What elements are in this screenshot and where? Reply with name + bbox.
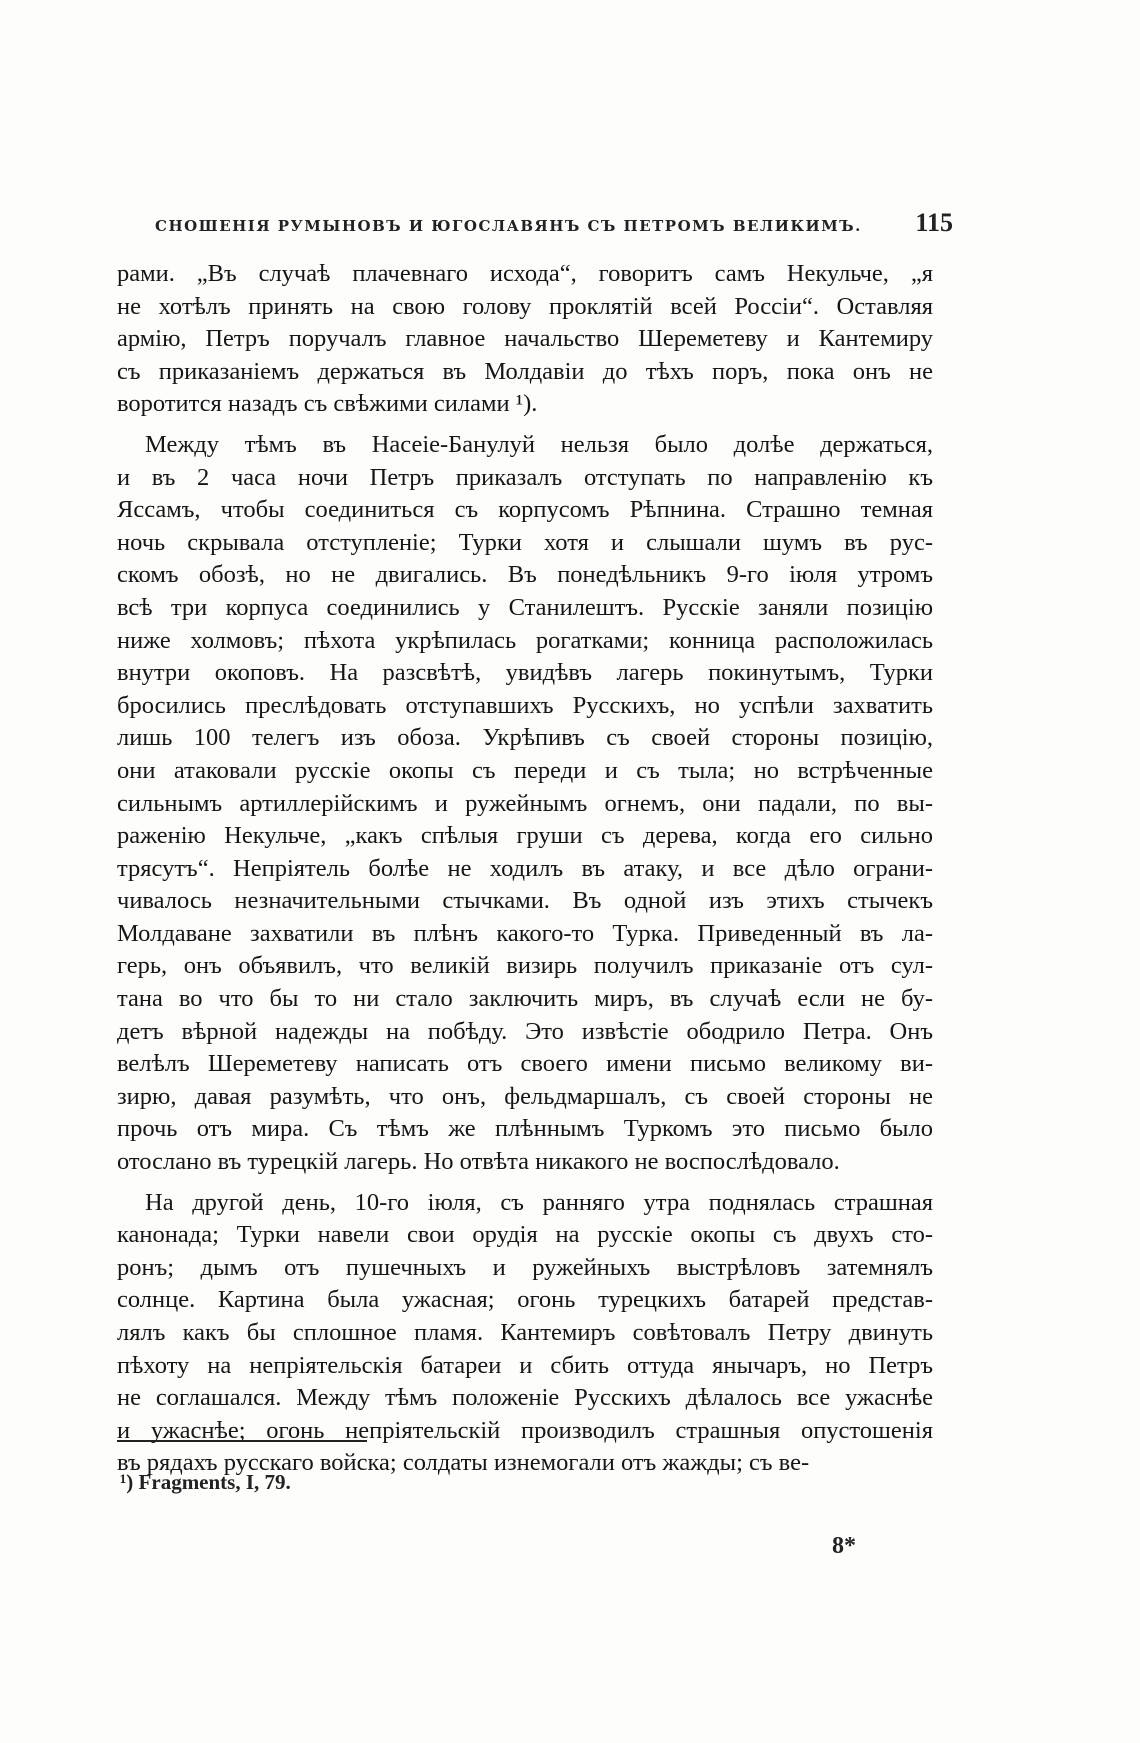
text-line: трясутъ“. Непріятель болѣе не ходилъ въ атаку, и все дѣло ограни- <box>117 854 933 882</box>
body-text <box>117 258 933 1480</box>
text-line: герь, онъ объявилъ, что великій визирь получилъ приказаніе отъ сул- <box>117 952 933 980</box>
text-line: армію, Петръ поручалъ главное начальство Шереметеву и Кантемиру <box>117 325 933 353</box>
text-line: воротится назадъ съ свѣжими силами ¹). <box>117 390 538 418</box>
page-header <box>155 208 953 238</box>
text-line: солнце. Картина была ужасная; огонь турецкихъ батарей представ- <box>117 1286 933 1314</box>
text-line: не соглашался. Между тѣмъ положеніе Русскихъ дѣлалось все ужаснѣе <box>117 1384 933 1412</box>
paragraph <box>117 258 933 421</box>
text-line: и въ 2 часа ночи Петръ приказалъ отступать по направленію къ <box>117 463 933 491</box>
text-line: отослано въ турецкій лагерь. Но отвѣта никакого не воспослѣдовало. <box>117 1148 840 1176</box>
paragraph <box>117 429 933 1179</box>
text-line: лялъ какъ бы сплошное пламя. Кантемиръ совѣтовалъ Петру двинуть <box>117 1319 933 1346</box>
text-line: и ужаснѣе; огонь непріятельскій производилъ страшныя опустошенія <box>117 1416 933 1444</box>
paragraph-gap <box>117 1179 933 1187</box>
text-line: ночь скрывала отступленіе; Турки хотя и слышали шумъ въ рус- <box>117 528 933 556</box>
text-line: съ приказаніемъ держаться въ Молдавіи до тѣхъ поръ, пока онъ не <box>117 357 933 385</box>
text-line: Между тѣмъ въ Насеіе-Банулуй нельзя было долѣе держаться, <box>145 430 933 458</box>
text-line: чивалось незначительными стычками. Въ одной изъ этихъ стычекъ <box>117 887 933 915</box>
signature-mark: 8* <box>832 1533 856 1559</box>
text-line: Молдаване захватили въ плѣнъ какого-то Турка. Приведенный въ ла- <box>117 919 933 947</box>
text-line: они атаковали русскіе окопы съ переди и съ тыла; но встрѣченные <box>117 756 933 784</box>
running-head: СНОШЕНІЯ РУМЫНОВЪ И ЮГОСЛАВЯНЪ СЪ ПЕТРОМЪ ВЕЛИКИМЪ. <box>155 217 862 235</box>
text-line: внутри окоповъ. На разсвѣтѣ, увидѣвъ лагерь покинутымъ, Турки <box>117 659 933 687</box>
text-line: прочь отъ мира. Съ тѣмъ же плѣннымъ Туркомъ это письмо было <box>117 1115 933 1143</box>
text-line: ниже холмовъ; пѣхота укрѣпилась рогатками; конница расположилась <box>117 626 933 654</box>
footnote-divider <box>117 1440 367 1442</box>
text-line: всѣ три корпуса соединились у Станилештъ. Русскіе заняли позицію <box>117 593 933 621</box>
text-line: ронъ; дымъ отъ пушечныхъ и ружейныхъ выстрѣловъ затемнялъ <box>117 1253 933 1281</box>
text-line: канонада; Турки навели свои орудія на русскіе окопы съ двухъ сто- <box>117 1221 933 1249</box>
text-line: велѣлъ Шереметеву написать отъ своего имени письмо великому ви- <box>117 1050 933 1078</box>
page-number: 115 <box>915 208 953 237</box>
text-line: раженію Некульче, „какъ спѣлыя груши съ дерева, когда его сильно <box>117 822 933 850</box>
text-line: тана во что бы то ни стало заключить миръ, въ случаѣ если не бу- <box>117 985 933 1013</box>
text-line: въ рядахъ русскаго войска; солдаты изнемогали отъ жажды; съ ве- <box>117 1449 810 1477</box>
text-line: детъ вѣрной надежды на побѣду. Это извѣстіе ободрило Петра. Онъ <box>117 1017 933 1045</box>
text-line: лишь 100 телегъ изъ обоза. Укрѣпивъ съ своей стороны позицію, <box>117 724 933 752</box>
footnote: ¹) Fragments, I, 79. <box>120 1470 291 1494</box>
paragraph <box>117 1187 933 1480</box>
text-line: зирю, давая разумѣть, что онъ, фельдмаршалъ, съ своей стороны не <box>117 1082 933 1110</box>
text-line: пѣхоту на непріятельскія батареи и сбить оттуда янычаръ, но Петръ <box>117 1351 933 1379</box>
text-line: скомъ обозѣ, но не двигались. Въ понедѣльникъ 9-го іюля утромъ <box>117 561 933 589</box>
text-line: Яссамъ, чтобы соединиться съ корпусомъ Рѣпнина. Страшно темная <box>117 496 933 524</box>
text-line: сильнымъ артиллерійскимъ и ружейнымъ огнемъ, они падали, по вы- <box>117 789 933 817</box>
text-line: бросились преслѣдовать отступавшихъ Русскихъ, но успѣли захватить <box>117 691 933 719</box>
text-line: не хотѣлъ принять на свою голову проклятій всей Россіи“. Оставляя <box>117 292 933 320</box>
text-line: На другой день, 10-го іюля, съ ранняго утра поднялась страшная <box>145 1188 933 1216</box>
paragraph-gap <box>117 421 933 429</box>
text-line: рами. „Въ случаѣ плачевнаго исхода“, говоритъ самъ Некульче, „я <box>117 260 933 287</box>
